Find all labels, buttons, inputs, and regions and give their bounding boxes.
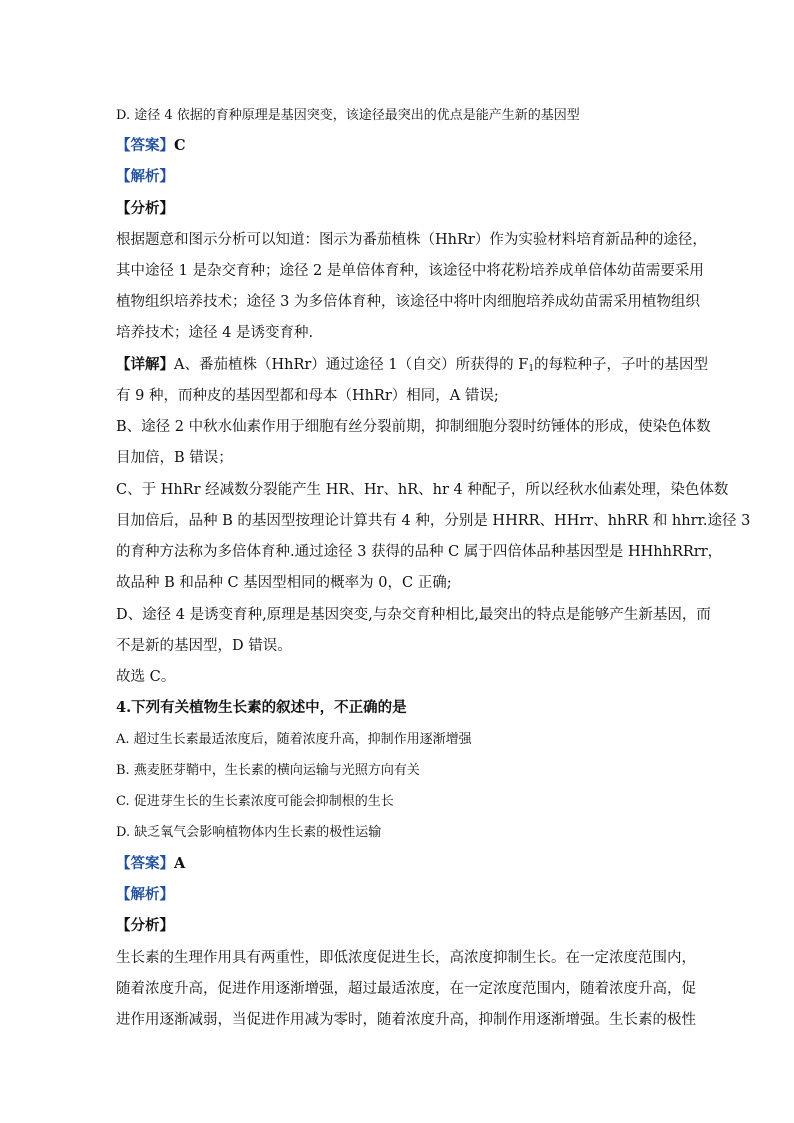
q3-fenxi-line: 根据题意和图示分析可以知道：图示为番茄植株（HhRr）作为实验材料培育新品种的途径， [116, 232, 707, 248]
q4-option-b: B. 燕麦胚芽鞘中，生长素的横向运输与光照方向有关 [116, 763, 420, 778]
q3-xiangjie-c3: 的育种方法称为多倍体育种.通过途径 3 获得的品种 C 属于四倍体品种基因型是 HHhhRRrr， [116, 544, 723, 560]
q4-fenxi-tag [116, 914, 686, 935]
answer-value: A [174, 855, 186, 872]
jiexi-tag: 【解析】 [116, 886, 174, 903]
answer-tag: 【答案】 [116, 855, 174, 872]
q3-xiangjie-c2: 目加倍后，品种 B 的基因型按理论计算共有 4 种，分别是 HHRR、HHrr、hhRR 和 hhrr.途径 3 [116, 513, 751, 529]
q4-fenxi-line: 进作用逐渐减弱，当促进作用减为零时，随着浓度升高，抑制作用逐渐增强。生长素的极性 [116, 1012, 696, 1028]
q4-stem: 4.下列有关植物生长素的叙述中，不正确的是 [116, 699, 407, 716]
answer-value: C [174, 137, 186, 154]
q3-conclusion: 故选 C。 [116, 669, 176, 685]
q3-fenxi-tag [116, 197, 686, 218]
xiangjie-a-text-post: 的每粒种子，子叶的基因型 [534, 357, 709, 373]
q3-xiangjie-d1: D、途径 4 是诱变育种,原理是基因突变,与杂交育种相比,最突出的特点是能够产生新基因，而 [116, 607, 711, 623]
fenxi-tag: 【分析】 [116, 917, 174, 934]
xiangjie-tag: 【详解】 [116, 356, 174, 373]
q4-option-d: D. 缺乏氧气会影响植物体内生长素的极性运输 [116, 825, 382, 840]
q3-fenxi-line: 植物组织培养技术；途径 3 为多倍体育种，该途径中将叶肉细胞培养成幼苗需采用植物组织 [116, 294, 700, 310]
fenxi-tag: 【分析】 [116, 200, 174, 217]
q3-option-d: D. 途径 4 依据的育种原理是基因突变，该途径最突出的优点是能产生新的基因型 [116, 108, 580, 123]
q3-xiangjie-b2: 目加倍，B 错误； [116, 450, 233, 466]
q3-fenxi-line: 其中途径 1 是杂交育种；途径 2 是单倍体育种，该途径中将花粉培养成单倍体幼苗需要采用 [116, 263, 704, 279]
q4-option-a: A. 超过生长素最适浓度后，随着浓度升高，抑制作用逐渐增强 [116, 732, 472, 747]
q4-answer [116, 852, 686, 873]
xiangjie-a-text: A、番茄植株（HhRr）通过途径 1（自交）所获得的 F [174, 357, 529, 373]
q4-fenxi-line: 生长素的生理作用具有两重性，即低浓度促进生长，高浓度抑制生长。在一定浓度范围内， [116, 950, 696, 966]
q3-answer [116, 134, 686, 155]
q3-xiangjie-a [116, 353, 709, 374]
q4-fenxi-line: 随着浓度升高，促进作用逐渐增强，超过最适浓度，在一定浓度范围内，随着浓度升高，促 [116, 981, 696, 997]
f1-subscript: 1 [528, 364, 535, 374]
q3-xiangjie-c4: 故品种 B 和品种 C 基因型相同的概率为 0，C 正确; [116, 575, 452, 591]
q3-fenxi-line: 培养技术；途径 4 是诱变育种. [116, 325, 314, 341]
jiexi-tag: 【解析】 [116, 168, 174, 185]
q3-xiangjie-b1: B、途径 2 中秋水仙素作用于细胞有丝分裂前期，抑制细胞分裂时纺锤体的形成，使染色体数 [116, 419, 711, 435]
q3-jiexi-tag [116, 165, 686, 186]
q3-xiangjie-a2: 有 9 种，而种皮的基因型都和母本（HhRr）相同，A 错误; [116, 388, 499, 404]
answer-tag: 【答案】 [116, 137, 174, 154]
q3-xiangjie-c1: C、于 HhRr 经减数分裂能产生 HR、Hr、hR、hr 4 种配子，所以经秋水仙素处理，染色体数 [116, 482, 729, 498]
q4-option-c: C. 促进芽生长的生长素浓度可能会抑制根的生长 [116, 794, 394, 809]
q4-jiexi-tag [116, 883, 686, 904]
q3-xiangjie-d2: 不是新的基因型，D 错误。 [116, 638, 292, 654]
